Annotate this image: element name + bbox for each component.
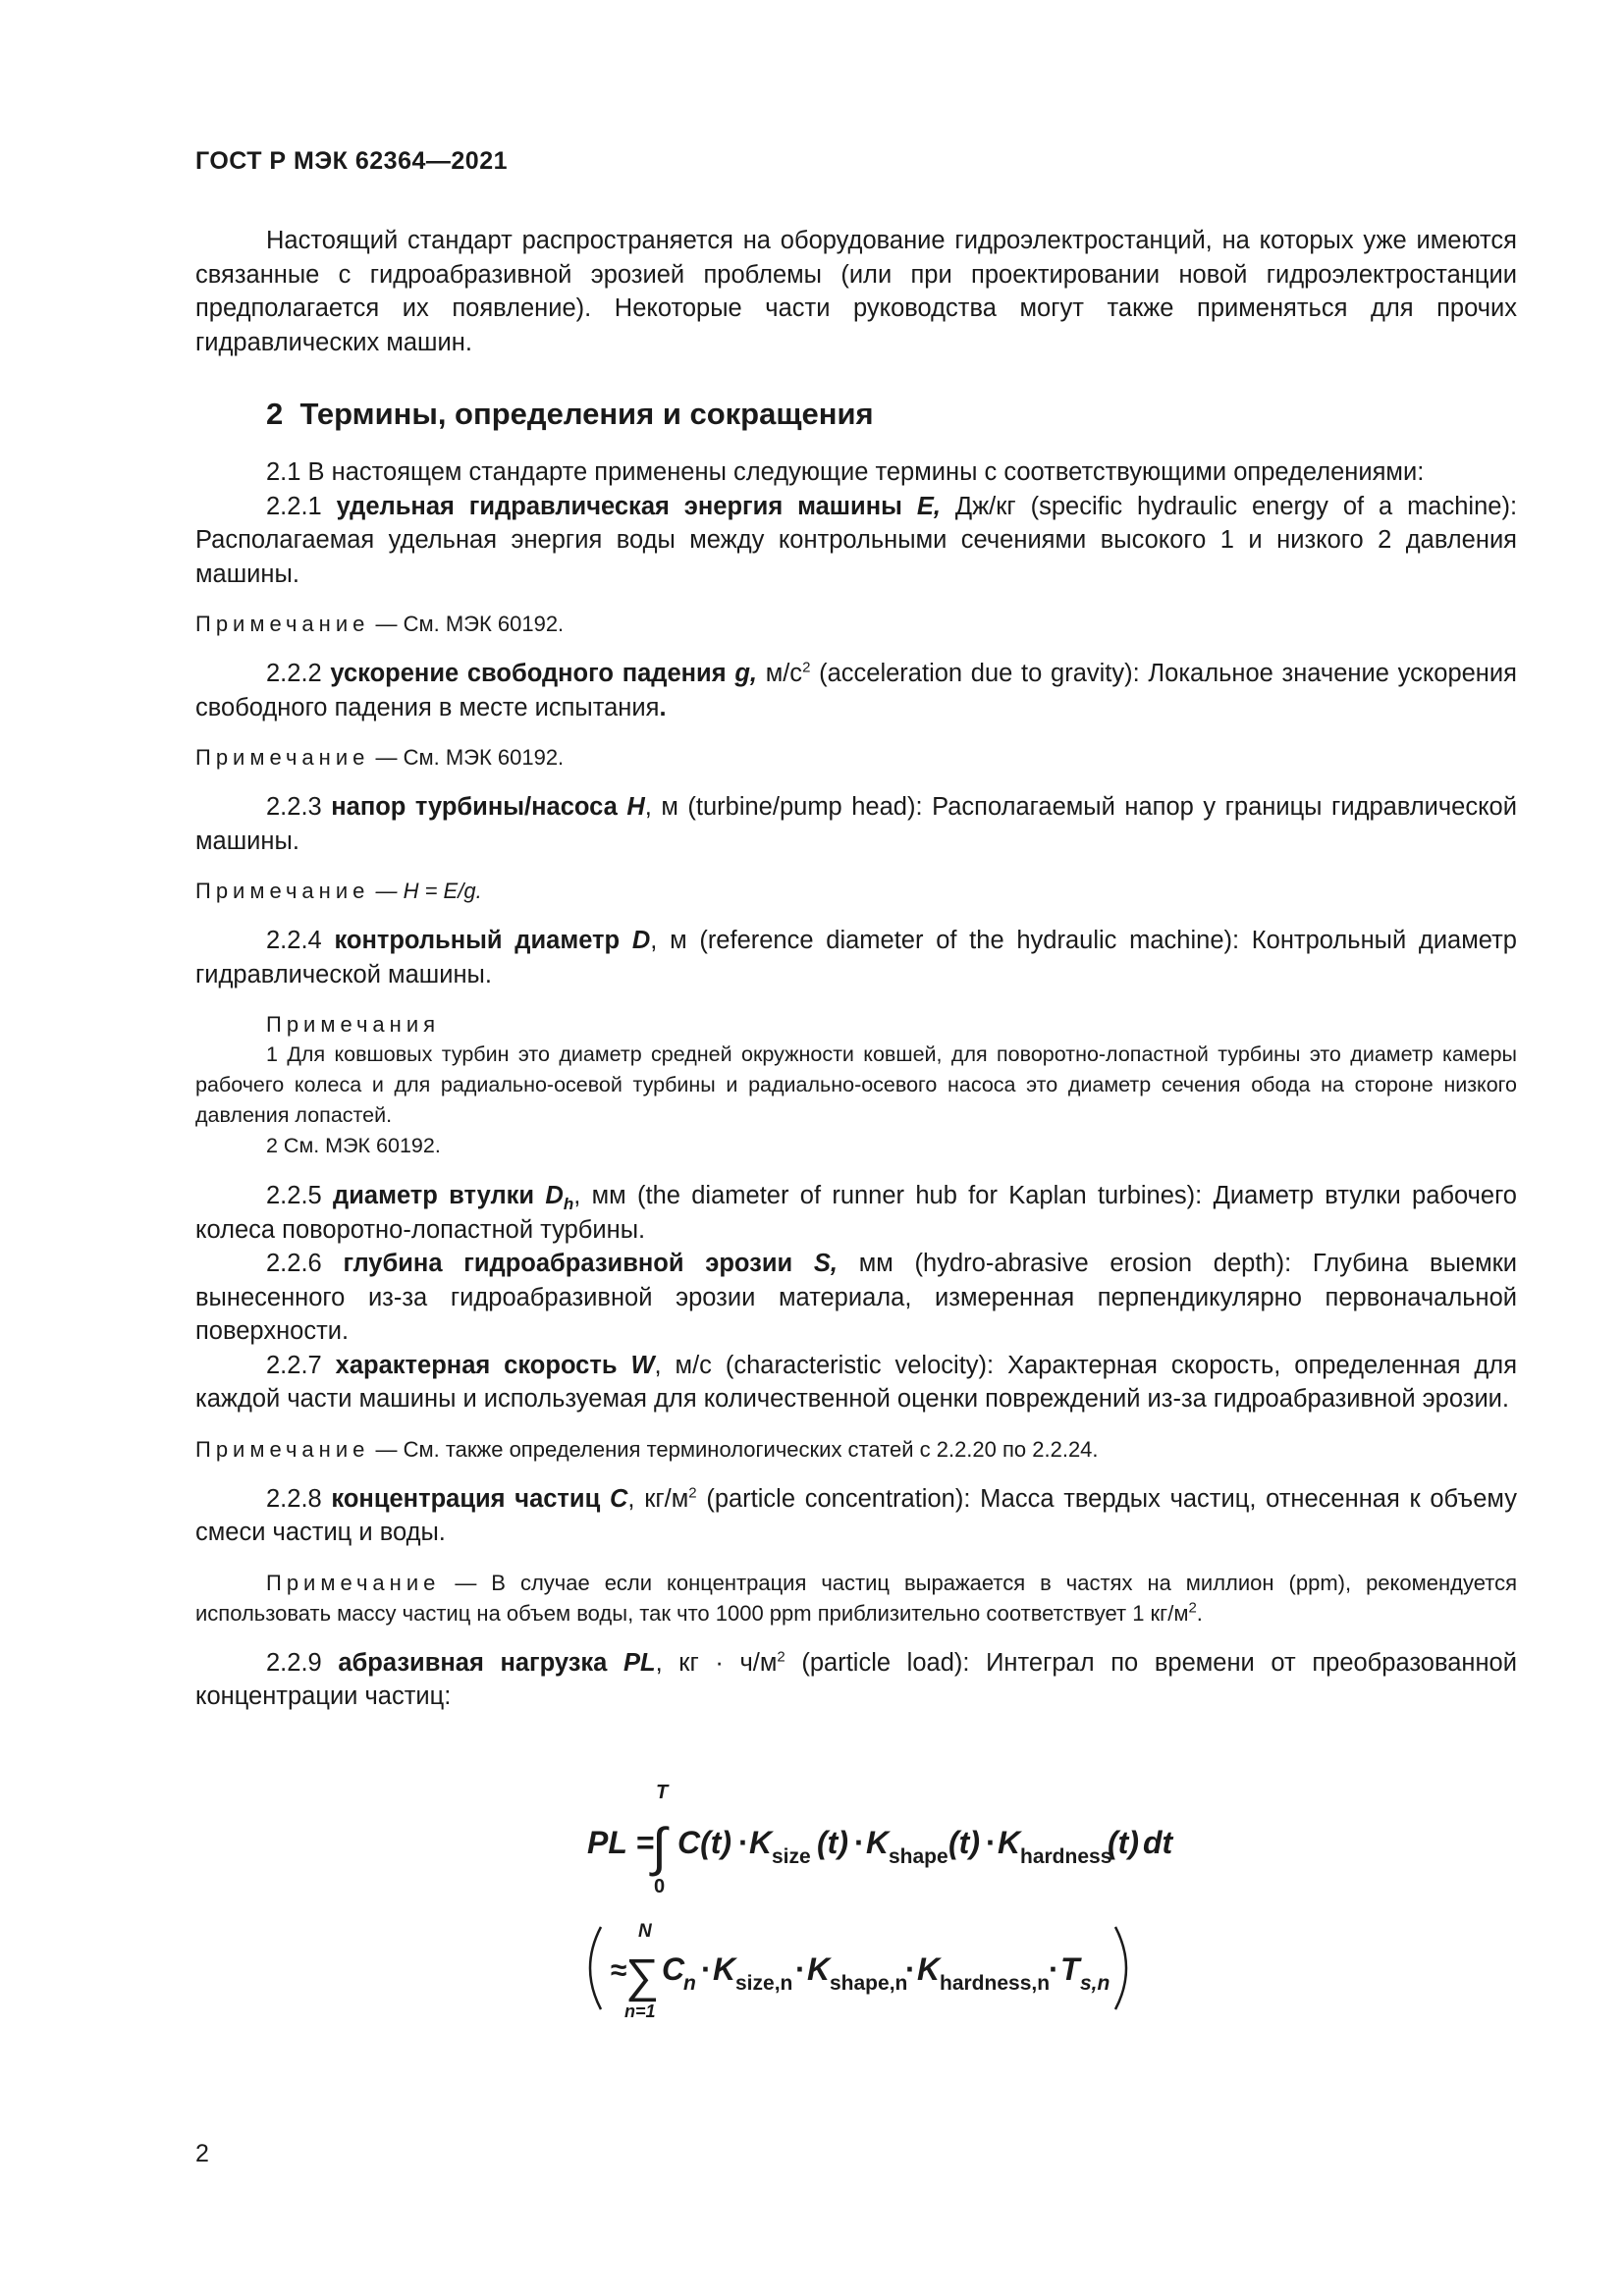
term-english: (turbine/pump head): [687,793,923,821]
formula-dot-4: · [1049,1951,1059,1987]
term-definition: Характерная скорость, определенная для каждой части машины и используемая для количественной оценки повреждений из-за гидроабразивной эрозии. [195,1351,1517,1413]
term-symbol: C [609,1484,628,1513]
term-english: (hydro-abrasive erosion depth): [914,1250,1292,1277]
note-label: Примечание [195,612,370,636]
left-parenthesis [590,1927,601,2009]
note-2-2-1 [195,609,1517,639]
note-2-2-3 [195,876,1517,906]
term-name: концентрация частиц [331,1484,601,1513]
term-number: 2.2.2 [266,660,322,687]
term-name: напор турбины/насоса [331,793,618,821]
formula-t: T [1060,1951,1080,1987]
term-unit: , м/с [654,1351,712,1379]
document-body [195,224,1517,1714]
term-english: (particle concentration): [706,1484,971,1513]
formula-hardness-subscript: hardness [1020,1845,1112,1868]
formula-approx: ≈ [611,1954,627,1987]
term-name: характерная скорость [335,1351,618,1379]
term-definition: Масса твердых частиц, отнесенная к объему смеси частиц и воды. [195,1484,1517,1546]
term-number: 2.2.5 [266,1182,322,1209]
note-item-2: 2 См. МЭК 60192. [266,1134,441,1157]
formula-dot-3: · [905,1951,916,1987]
term-name: абразивная нагрузка [338,1648,608,1677]
term-number: 2.2.9 [266,1648,322,1677]
term-name: глубина гидроабразивной эрозии [343,1250,793,1277]
formula-k-hardness: K [998,1825,1021,1860]
term-2-2-5 [195,1179,1517,1247]
formula-k-shape-n: K [807,1951,831,1987]
formula-equals: = [636,1825,655,1860]
note-item-1: 1 Для ковшовых турбин это диаметр средней окружности ковшей, для поворотно-лопастной турбины это диаметр камеры рабочего колеса и для радиально-осевой турбины и радиально-осевого насоса это диаметр сечения обода на стороне низкого давления лопастей. [195,1042,1517,1127]
term-symbol: D [631,927,651,954]
unit-exponent: 2 [802,659,811,676]
term-name: контрольный диаметр [334,927,621,954]
formula-cn-subscript: n [683,1972,696,1995]
note-label: Примечание [195,745,370,770]
term-symbol: E, [916,492,941,520]
term-definition: Контрольный диаметр гидравлической машины. [195,927,1517,988]
running-header: ГОСТ Р МЭК 62364—2021 [195,147,509,175]
term-english: (reference diameter of the hydraulic machine): [699,927,1240,954]
formula-size-subscript: size [772,1845,811,1868]
formula-hardness-arg: (t) [1108,1825,1139,1860]
term-number: 2.2.1 [266,492,322,520]
term-symbol: W [630,1351,655,1379]
term-2-2-2 [195,657,1517,724]
term-english: (acceleration due to gravity): [819,660,1140,687]
formula-lhs: PL [587,1825,627,1860]
term-2-2-6 [195,1247,1517,1349]
formula-k-size: K [749,1825,773,1860]
note-label: Примечание [195,879,370,903]
note-2-2-8 [195,1568,1517,1629]
notes-label [266,1009,1517,1040]
formula-dot-1: · [701,1951,712,1987]
formula-shape-n-subscript: shape,n [830,1972,908,1995]
term-unit: , кг/м [627,1484,689,1513]
formula-t-subscript: s,n [1080,1972,1110,1995]
note-label: Примечания [266,1012,441,1037]
integral-upper-limit: T [656,1782,669,1803]
term-number: 2.2.4 [266,927,322,954]
term-unit: м/с [765,660,803,687]
term-unit: , кг · ч/м [655,1648,778,1677]
formula-size-arg: (t) [817,1825,848,1860]
term-symbol: S, [813,1250,839,1277]
term-number: 2.2.7 [266,1351,322,1379]
term-english: (the diameter of runner hub for Kaplan turbines): [637,1182,1203,1209]
term-name: удельная гидравлическая энергия машины [336,492,902,520]
sum-sign: ∑ [625,1950,660,2002]
term-definition: Локальное значение ускорения свободного падения в месте испытания [195,660,1517,721]
term-definition: Располагаемая удельная энергия воды между контрольными сечениями высокого 1 и низкого 2 давления машины. [195,526,1517,588]
formula-k-hardness-n: K [917,1951,941,1987]
page-number: 2 [195,2140,209,2167]
section-number: 2 [266,397,284,431]
formula-size-n-subscript: size,n [735,1972,793,1995]
term-symbol: PL [623,1648,656,1677]
formula-hardness-n-subscript: hardness,n [940,1972,1051,1995]
note-text: — См. также определения терминологических статей с 2.2.20 по 2.2.24. [375,1436,1099,1462]
term-number: 2.2.3 [266,793,322,821]
note-text: — См. МЭК 60192. [375,612,565,636]
formula-k-shape: K [866,1825,890,1860]
clause-text: В настоящем стандарте применены следующие термины с соответствующими определениями: [307,458,1425,486]
section-title: Термины, определения и сокращения [299,397,874,431]
term-english: (specific hydraulic energy of a machine): [1030,492,1518,520]
formula-k-size-n: K [713,1951,736,1987]
term-number: 2.2.6 [266,1250,322,1277]
term-unit: , м [650,927,687,954]
note-label: Примечание [266,1570,441,1595]
term-definition: Располагаемый напор у границы гидравлической машины. [195,793,1517,855]
term-symbol: g, [734,660,757,687]
section-heading [266,395,1517,434]
term-2-2-4 [195,924,1517,991]
intro-paragraph: Настоящий стандарт распространяется на оборудование гидроэлектростанций, на которых уже имеются связанные с гидроабразивной эрозией проблемы (или при проектировании новой гидроэлектростанции предполагается их появление). Некоторые части руководства могут также применяться для прочих гидравлических машин. [195,227,1517,356]
term-english: (particle load): [801,1648,970,1677]
formula-dot-2: · [795,1951,806,1987]
sum-lower-limit: n=1 [624,2002,656,2021]
formula-sum [0,1919,1624,2027]
term-english: (characteristic velocity): [725,1351,995,1379]
formula-c-of-t: C(t) [677,1825,732,1860]
formula-dot-2: · [854,1825,865,1860]
term-2-2-8 [195,1482,1517,1550]
sum-upper-limit: N [638,1921,652,1942]
term-number: 2.2.8 [266,1484,322,1513]
note-label: Примечание [195,1436,370,1462]
formula-dot-3: · [986,1825,997,1860]
term-unit: , мм [573,1182,626,1209]
note-2-2-7 [195,1434,1517,1465]
term-symbol: D [545,1182,564,1209]
term-symbol: H [626,793,645,821]
term-2-2-7 [195,1349,1517,1416]
term-definition: Интеграл по времени от преобразованной концентрации частиц: [195,1648,1517,1710]
notes-2-2-4 [195,1009,1517,1161]
clause-number: 2.1 [266,458,301,486]
formula-shape-arg: (t) [948,1825,980,1860]
term-definition: Глубина выемки вынесенного из-за гидроабразивной эрозии материала, измеренная перпендикулярно первоначальной поверхности. [195,1250,1518,1345]
integral-sign: ∫ [652,1818,667,1877]
term-2-2-9 [195,1646,1517,1714]
formula-integral [0,1777,1624,1904]
term-definition: Диаметр втулки рабочего колеса поворотно-лопастной турбины. [195,1182,1517,1244]
formula-dot-1: · [738,1825,749,1860]
term-2-2-3 [195,790,1517,858]
note-text: — H = E/g. [375,879,482,903]
note-2-2-2 [195,742,1517,773]
formula-dt: dt [1143,1825,1173,1860]
term-symbol-subscript: h [563,1195,574,1214]
term-name: диаметр втулки [333,1182,535,1209]
clause-2-1 [195,455,1517,490]
formula-shape-subscript: shape [889,1845,948,1868]
term-unit: Дж/кг [954,492,1016,520]
term-2-2-1 [195,490,1517,592]
note-period: . [1196,1600,1203,1626]
unit-exponent: 2 [777,1648,785,1665]
term-unit: , м [644,793,678,821]
term-name: ускорение свободного падения [330,660,727,687]
formula-cn: C [662,1951,685,1987]
term-period: . [659,693,667,721]
note-text: — См. МЭК 60192. [375,745,565,770]
term-unit: мм [858,1250,893,1277]
right-parenthesis [1115,1927,1126,2009]
note-exponent: 2 [1188,1599,1197,1617]
integral-lower-limit: 0 [654,1876,666,1897]
unit-exponent: 2 [688,1484,697,1501]
note-text: — В случае если концентрация частиц выражается в частях на миллион (ppm), рекомендуется использовать массу частиц на объем воды, так что 1000 ppm приблизительно соответствует 1 кг/м [195,1570,1517,1626]
